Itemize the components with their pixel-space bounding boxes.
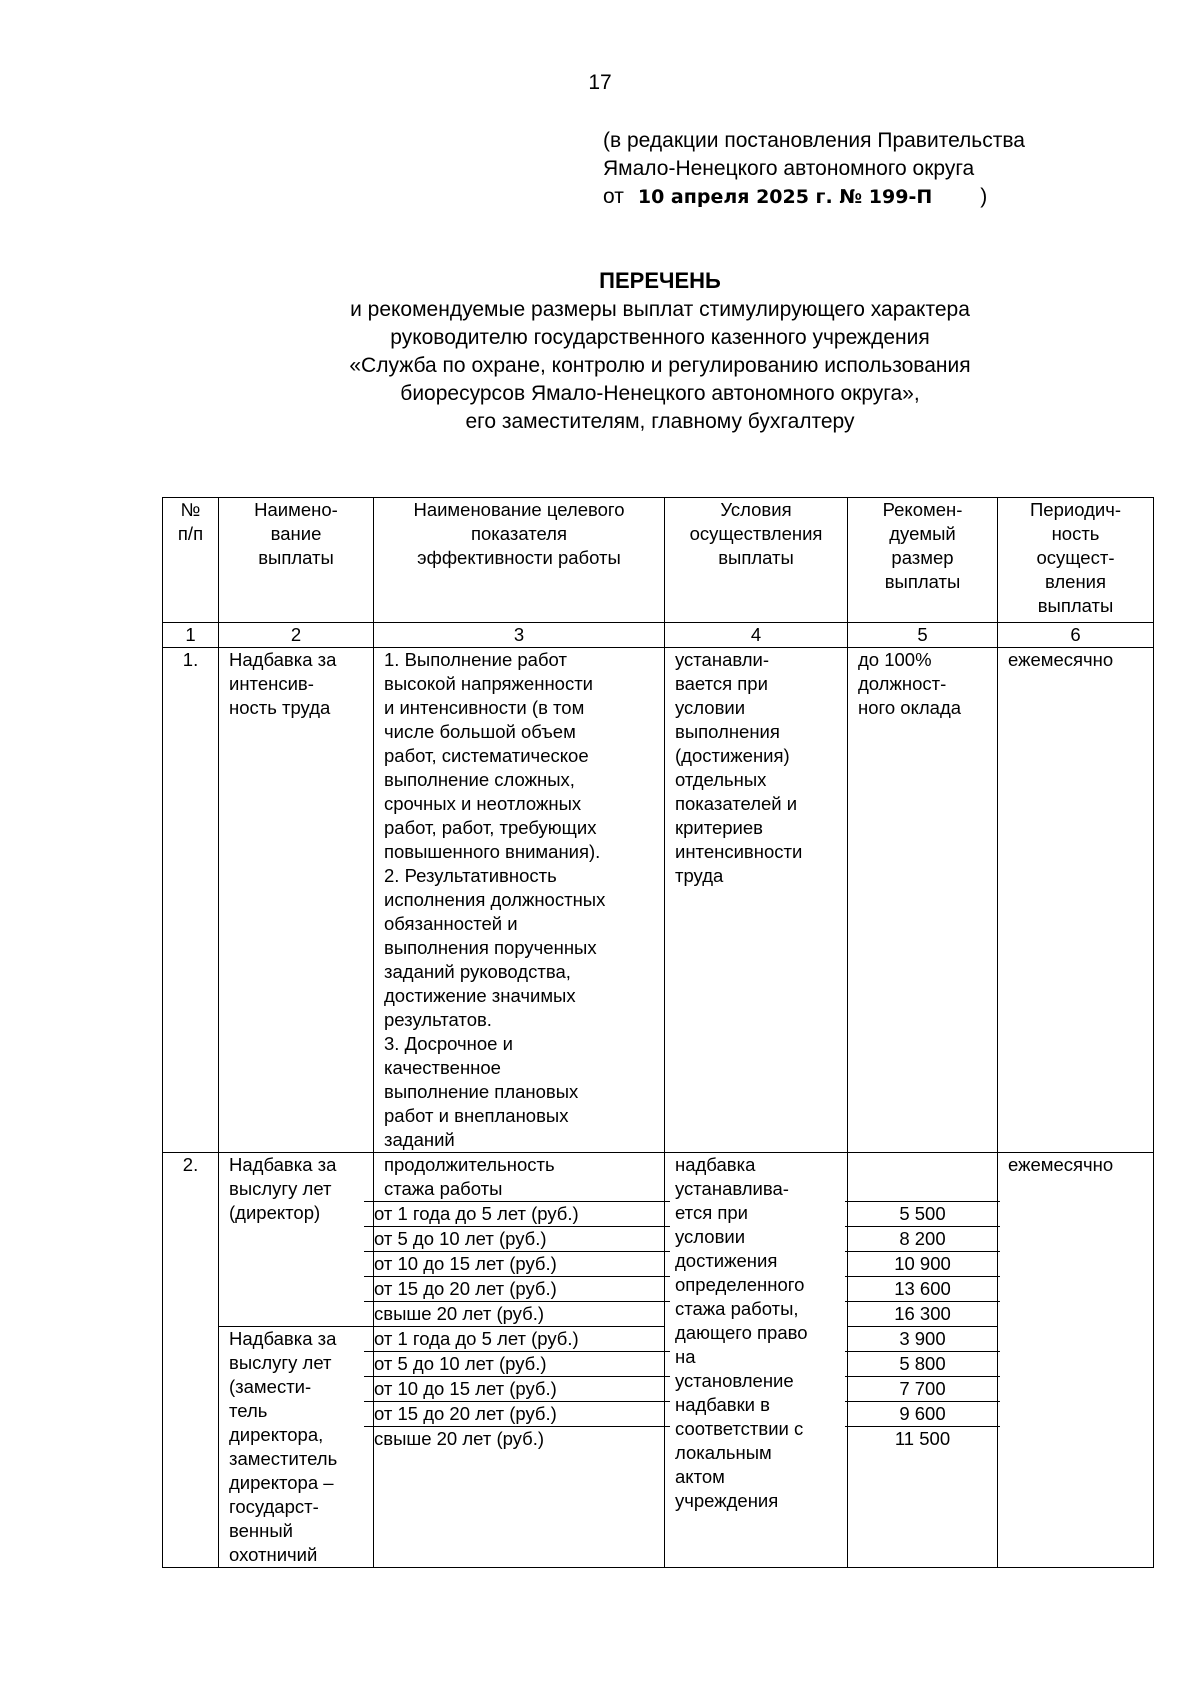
text-line: 3. Досрочное и — [384, 1033, 513, 1054]
text-line: результатов. — [384, 1009, 492, 1030]
text-line: Надбавка за — [229, 1328, 337, 1349]
text-line: венный — [229, 1520, 293, 1541]
amount-list — [848, 1201, 997, 1326]
text-line: государст- — [229, 1496, 319, 1517]
text-line: № — [180, 499, 201, 520]
row-number: 1. — [163, 648, 219, 1153]
text-line: условии — [675, 697, 746, 718]
header-cell — [374, 498, 665, 623]
text-line: выполнение плановых — [384, 1081, 579, 1102]
text-line: выплаты — [1037, 595, 1114, 616]
text-line: высокой напряженности — [384, 673, 594, 694]
text-line: директора, — [229, 1424, 324, 1445]
column-number: 5 — [848, 623, 998, 648]
amount-value: 3 900 — [899, 1328, 946, 1349]
amount-value: 16 300 — [845, 1301, 1000, 1326]
text-line: достижения — [675, 1250, 778, 1271]
text-line: вления — [1044, 571, 1107, 592]
text-line: интенсивности — [675, 841, 803, 862]
text-line: 2. Результативность — [384, 865, 557, 886]
text-line: повышенного внимания). — [384, 841, 601, 862]
amount-list — [848, 1327, 997, 1451]
text-line: установление — [675, 1370, 794, 1391]
text-line: качественное — [384, 1057, 501, 1078]
text-line: выплаты — [884, 571, 961, 592]
text-line: Надбавка за — [229, 1154, 337, 1175]
stage-range: от 10 до 15 лет (руб.) — [364, 1376, 670, 1401]
text-line: надбавки в — [675, 1394, 770, 1415]
amendment-close: ) — [980, 185, 988, 208]
header-cell — [219, 498, 374, 623]
amounts-deputy — [848, 1327, 998, 1568]
text-line: до 100% — [858, 649, 932, 670]
text-line: Рекомен- — [882, 499, 963, 520]
payment-name — [219, 648, 374, 1153]
text-line: Наимено- — [254, 499, 338, 520]
text-line: 1. Выполнение работ — [384, 649, 567, 670]
header-cell — [665, 498, 848, 623]
table-row — [163, 648, 1154, 1153]
column-number: 3 — [374, 623, 665, 648]
stage-ranges-director — [374, 1153, 665, 1327]
text-line: дуемый — [889, 523, 956, 544]
amount-value: 5 800 — [845, 1351, 1000, 1376]
text-line: (директор) — [229, 1202, 321, 1223]
text-line: выплаты — [258, 547, 334, 568]
stage-range: свыше 20 лет (руб.) — [364, 1301, 670, 1326]
text-line: выплаты — [718, 547, 794, 568]
text-line: условии — [675, 1226, 746, 1247]
text-line: эффективности работы — [417, 547, 621, 568]
indicator-text — [374, 648, 665, 1153]
text-line: выполнение сложных, — [384, 769, 575, 790]
text-line: соответствии с — [675, 1418, 804, 1439]
payments-table — [162, 497, 1154, 1568]
text-line: заместитель — [229, 1448, 338, 1469]
header-cell — [848, 498, 998, 623]
header-cell — [163, 498, 219, 623]
header-cell — [998, 498, 1154, 623]
stage-range: свыше 20 лет (руб.) — [364, 1426, 670, 1451]
stage-ranges-deputy — [374, 1327, 665, 1568]
text-line: отдельных — [675, 769, 767, 790]
text-line: (достижения) — [675, 745, 790, 766]
stage-range: от 1 года до 5 лет (руб.) — [374, 1328, 579, 1349]
text-line: осущест- — [1036, 547, 1115, 568]
text-line: выполнения порученных — [384, 937, 597, 958]
amount-value: 5 500 — [845, 1201, 1000, 1226]
conditions-text — [665, 1153, 848, 1568]
text-line: Надбавка за — [229, 649, 337, 670]
text-line: критериев — [675, 817, 764, 838]
table-row — [163, 1153, 1154, 1327]
range-list — [374, 1201, 664, 1326]
amount-value: 11 500 — [845, 1426, 1000, 1451]
text-line: показателей и — [675, 793, 798, 814]
text-line: устанавли- — [675, 649, 770, 670]
text-line: стажа работы — [384, 1178, 503, 1199]
column-number: 2 — [219, 623, 374, 648]
subtitle-line: «Служба по охране, контролю и регулированию использования — [349, 354, 971, 377]
text-line: определенного — [675, 1274, 805, 1295]
text-line: труда — [675, 865, 724, 886]
text-line: охотничий — [229, 1544, 318, 1565]
amendment-line: Ямало-Ненецкого автономного округа — [603, 157, 975, 180]
text-line: осуществления — [689, 523, 823, 544]
text-line: вается при — [675, 673, 768, 694]
text-line: должност- — [858, 673, 947, 694]
document-subtitle — [200, 296, 1120, 436]
table-header-row — [163, 498, 1154, 623]
text-line: Условия — [720, 499, 792, 520]
amendment-line: (в редакции постановления Правительства — [603, 129, 1025, 152]
text-line: числе большой объем — [384, 721, 576, 742]
text-line: стажа работы, — [675, 1298, 799, 1319]
text-line: устанавлива- — [675, 1178, 789, 1199]
stage-range: от 1 года до 5 лет (руб.) — [364, 1201, 670, 1226]
text-line: локальным — [675, 1442, 772, 1463]
document-title: ПЕРЕЧЕНЬ — [599, 268, 721, 293]
stage-header — [374, 1153, 664, 1201]
amounts-director — [848, 1153, 998, 1327]
amount-blank — [848, 1153, 997, 1201]
subtitle-line: биоресурсов Ямало-Ненецкого автономного округа», — [400, 382, 920, 405]
column-number: 6 — [998, 623, 1154, 648]
amount-value: 8 200 — [845, 1226, 1000, 1251]
amendment-date: 10 апреля 2025 г. № 199-П — [637, 186, 933, 208]
text-line: работ, систематическое — [384, 745, 589, 766]
column-number: 4 — [665, 623, 848, 648]
amount-text — [848, 648, 998, 1153]
amount-value: 13 600 — [845, 1276, 1000, 1301]
text-line: работ, работ, требующих — [384, 817, 597, 838]
text-line: интенсив- — [229, 673, 314, 694]
text-line: продолжительность — [384, 1154, 555, 1175]
text-line: размер — [891, 547, 954, 568]
text-line: выслугу лет — [229, 1178, 332, 1199]
row-number: 2. — [163, 1153, 219, 1568]
text-line: срочных и неотложных — [384, 793, 582, 814]
stage-range: от 15 до 20 лет (руб.) — [364, 1276, 670, 1301]
text-line: п/п — [177, 523, 204, 544]
text-line: ность — [1051, 523, 1100, 544]
amount-value: 9 600 — [845, 1401, 1000, 1426]
text-line: исполнения должностных — [384, 889, 606, 910]
text-line: (замести- — [229, 1376, 312, 1397]
text-line: работ и внеплановых — [384, 1105, 569, 1126]
column-number: 1 — [163, 623, 219, 648]
amount-value: 10 900 — [845, 1251, 1000, 1276]
amendment-line — [603, 183, 1025, 211]
amount-value: 7 700 — [845, 1376, 1000, 1401]
conditions-text — [665, 648, 848, 1153]
stage-range: от 5 до 10 лет (руб.) — [364, 1351, 670, 1376]
stage-range: от 10 до 15 лет (руб.) — [364, 1251, 670, 1276]
subtitle-line: его заместителям, главному бухгалтеру — [465, 410, 855, 433]
text-line: учреждения — [675, 1490, 779, 1511]
text-line: показателя — [470, 523, 567, 544]
text-line: Периодич- — [1029, 499, 1122, 520]
subtitle-line: руководителю государственного казенного учреждения — [390, 326, 930, 349]
text-line: вание — [270, 523, 322, 544]
text-line: заданий — [384, 1129, 455, 1150]
text-line: ется при — [675, 1202, 748, 1223]
page-number: 17 — [588, 71, 612, 94]
amendment-note — [603, 127, 1025, 211]
text-line: тель — [229, 1400, 268, 1421]
text-line: надбавка — [675, 1154, 756, 1175]
text-line: Наименование целевого — [413, 499, 625, 520]
period-text: ежемесячно — [998, 648, 1154, 1153]
stage-range: от 5 до 10 лет (руб.) — [364, 1226, 670, 1251]
range-list — [374, 1327, 664, 1451]
subtitle-line: и рекомендуемые размеры выплат стимулирующего характера — [350, 298, 970, 321]
payment-name-director — [219, 1153, 374, 1327]
text-line: достижение значимых — [384, 985, 576, 1006]
text-line: дающего право — [675, 1322, 808, 1343]
text-line: актом — [675, 1466, 725, 1487]
text-line: заданий руководства, — [384, 961, 571, 982]
text-line: и интенсивности (в том — [384, 697, 585, 718]
amendment-from: от — [603, 185, 624, 208]
text-line: ного оклада — [858, 697, 962, 718]
payment-name-deputy — [219, 1327, 374, 1568]
text-line: ность труда — [229, 697, 331, 718]
text-line: на — [675, 1346, 696, 1367]
column-number-row — [163, 623, 1154, 648]
text-line: директора – — [229, 1472, 334, 1493]
period-text: ежемесячно — [998, 1153, 1154, 1568]
text-line: обязанностей и — [384, 913, 518, 934]
stage-range: от 15 до 20 лет (руб.) — [364, 1401, 670, 1426]
text-line: выполнения — [675, 721, 780, 742]
text-line: выслугу лет — [229, 1352, 332, 1373]
